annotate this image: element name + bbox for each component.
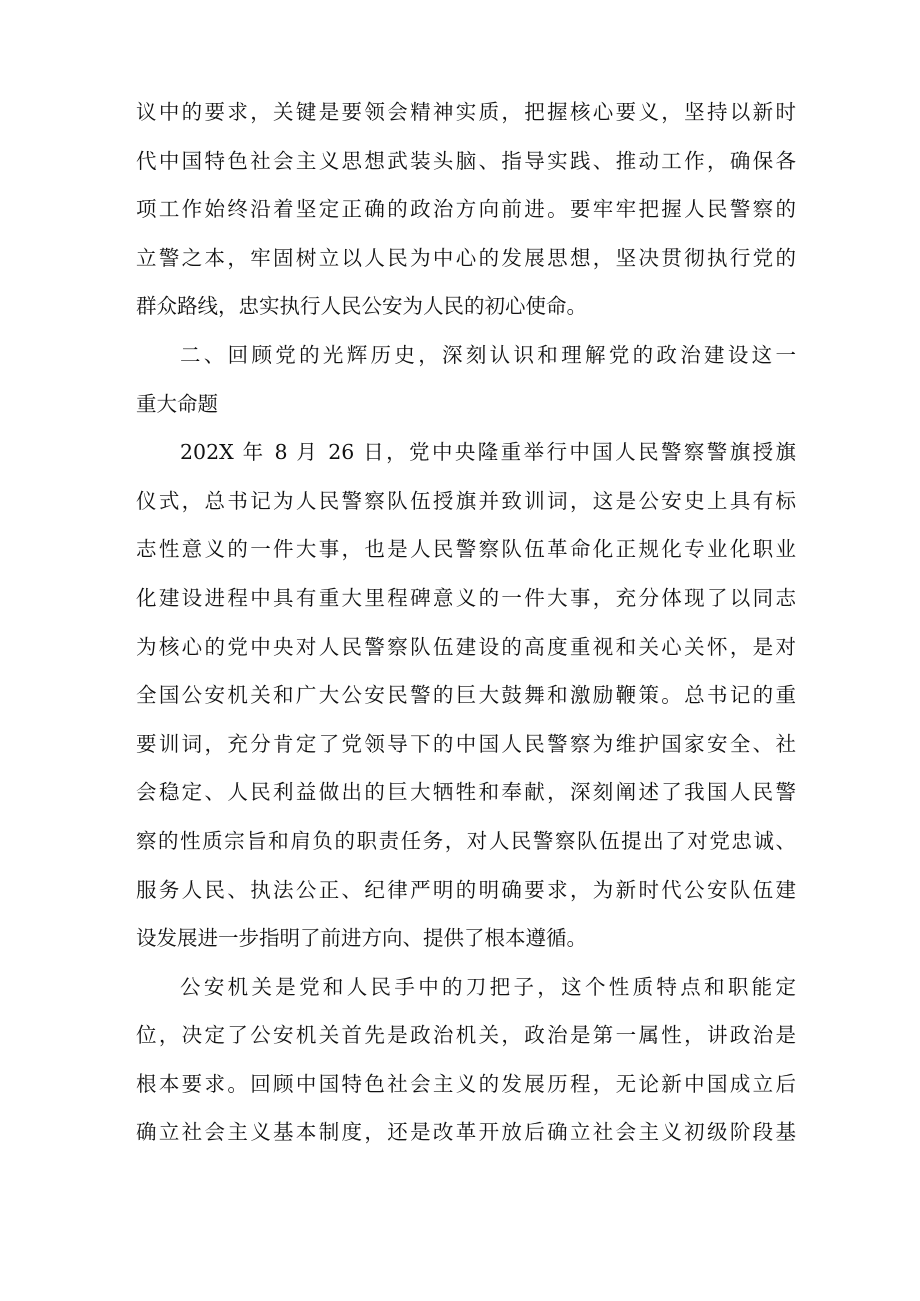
text-line: 公安机关是党和人民手中的刀把子，这个性质特点和职能定 — [180, 974, 796, 999]
text-line: 根本要求。回顾中国特色社会主义的发展历程，无论新中国成立后 — [136, 1071, 796, 1096]
text-line: 为核心的党中央对人民警察队伍建设的高度重视和关心关怀，是对 — [136, 634, 796, 659]
text-line: 仪式，总书记为人民警察队伍授旗并致训词，这是公安史上具有标 — [136, 488, 796, 513]
text-line: 设发展进一步指明了前进方向、提供了根本遵循。 — [136, 926, 587, 951]
text-line: 群众路线，忠实执行人民公安为人民的初心使命。 — [136, 294, 587, 319]
text-line: 服务人民、执法公正、纪律严明的明确要求，为新时代公安队伍建 — [136, 877, 796, 902]
text-line: 项工作始终沿着坚定正确的政治方向前进。要牢牢把握人民警察的 — [136, 197, 796, 222]
text-line: 位，决定了公安机关首先是政治机关，政治是第一属性，讲政治是 — [136, 1023, 796, 1048]
text-line: 议中的要求，关键是要领会精神实质，把握核心要义，坚持以新时 — [136, 100, 796, 124]
text-line: 立警之本，牢固树立以人民为中心的发展思想，坚决贯彻执行党的 — [136, 245, 796, 270]
text-line: 全国公安机关和广大公安民警的巨大鼓舞和激励鞭策。总书记的重 — [136, 683, 796, 708]
text-line: 察的性质宗旨和肩负的职责任务，对人民警察队伍提出了对党忠诚、 — [136, 828, 796, 853]
text-line: 代中国特色社会主义思想武装头脑、指导实践、推动工作，确保各 — [136, 148, 796, 173]
text-line: 202X 年 8 月 26 日，党中央隆重举行中国人民警察警旗授旗 — [180, 440, 796, 465]
text-line: 要训词，充分肯定了党领导下的中国人民警察为维护国家安全、社 — [136, 731, 796, 756]
text-line: 化建设进程中具有重大里程碑意义的一件大事，充分体现了以同志 — [136, 585, 796, 610]
text-line: 确立社会主义基本制度，还是改革开放后确立社会主义初级阶段基 — [136, 1120, 796, 1145]
text-line: 重大命题 — [136, 391, 218, 416]
text-line: 志性意义的一件大事，也是人民警察队伍革命化正规化专业化职业 — [136, 537, 796, 562]
document-body — [136, 88, 796, 1157]
text-line: 二、回顾党的光辉历史，深刻认识和理解党的政治建设这一 — [180, 342, 796, 367]
text-line: 会稳定、人民利益做出的巨大牺牲和奉献，深刻阐述了我国人民警 — [136, 780, 796, 805]
